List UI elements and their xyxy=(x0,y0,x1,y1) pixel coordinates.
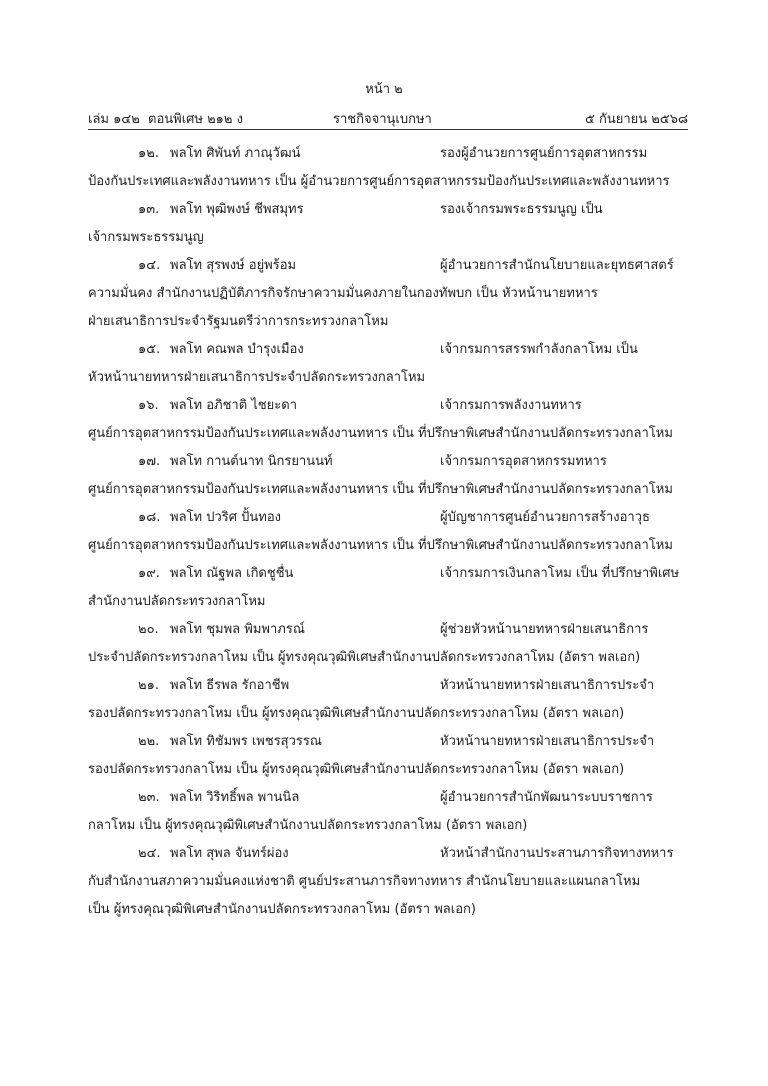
position-continuation: เจ้ากรมพระธรรมนูญ xyxy=(88,230,204,245)
officer-name: พลโท สุพล จันทร์ผ่อง xyxy=(170,846,289,861)
position-text: รองผู้อำนวยการศูนย์การอุตสาหกรรม xyxy=(440,146,648,161)
position-continuation: ความมั่นคง สำนักงานปฏิบัติภารกิจรักษาความมั่นคงภายในกองทัพบก เป็น หัวหน้านายทหาร xyxy=(88,286,598,301)
appointment-entry xyxy=(88,616,688,672)
position-continuation: หัวหน้านายทหารฝ่ายเสนาธิการประจำปลัดกระทรวงกลาโหม xyxy=(88,370,426,385)
entry-first-line xyxy=(88,336,688,364)
entry-number: ๑๕. xyxy=(138,342,161,357)
officer-name: พลโท สุรพงษ์ อยู่พร้อม xyxy=(170,258,297,273)
entry-first-line xyxy=(88,392,688,420)
position-continuation: ศูนย์การอุตสาหกรรมป้องกันประเทศและพลังงานทหาร เป็น ที่ปรึกษาพิเศษสำนักงานปลัดกระทรวงกลาโหม xyxy=(88,426,673,441)
entry-first-line xyxy=(88,560,688,588)
entry-first-line xyxy=(88,616,688,644)
entry-first-line xyxy=(88,252,688,280)
entry-number: ๒๒. xyxy=(138,734,160,749)
entry-number: ๒๑. xyxy=(138,678,159,693)
entry-number: ๒๐. xyxy=(138,622,159,637)
header-rule xyxy=(88,129,688,130)
position-text: ผู้ช่วยหัวหน้านายทหารฝ่ายเสนาธิการ xyxy=(440,622,649,637)
entry-first-line xyxy=(88,784,688,812)
entry-number: ๑๓. xyxy=(138,202,160,217)
appointment-entry xyxy=(88,784,688,840)
officer-name: พลโท วิริทธิ์พล พานนิล xyxy=(170,790,300,805)
position-continuation: รองปลัดกระทรวงกลาโหม เป็น ผู้ทรงคุณวุฒิพิเศษสำนักงานปลัดกระทรวงกลาโหม (อัตรา พลเอก) xyxy=(88,706,625,721)
appointment-entry xyxy=(88,252,688,336)
entry-first-line xyxy=(88,140,688,168)
gazette-title: ราชกิจจานุเบกษา xyxy=(333,112,432,127)
position-continuation: รองปลัดกระทรวงกลาโหม เป็น ผู้ทรงคุณวุฒิพิเศษสำนักงานปลัดกระทรวงกลาโหม (อัตรา พลเอก) xyxy=(88,762,625,777)
page-number: หน้า ๒ xyxy=(365,82,403,97)
appointment-entry xyxy=(88,504,688,560)
entry-first-line xyxy=(88,448,688,476)
position-text: ผู้อำนวยการสำนักนโยบายและยุทธศาสตร์ xyxy=(440,258,674,273)
volume-number: เล่ม ๑๔๒ xyxy=(88,112,140,127)
position-continuation: ศูนย์การอุตสาหกรรมป้องกันประเทศและพลังงานทหาร เป็น ที่ปรึกษาพิเศษสำนักงานปลัดกระทรวงกลาโหม xyxy=(88,482,673,497)
appointment-entry xyxy=(88,728,688,784)
appointment-entry xyxy=(88,672,688,728)
appointment-entry xyxy=(88,196,688,252)
appointment-list xyxy=(88,140,688,924)
entry-number: ๑๗. xyxy=(138,454,161,469)
entry-number: ๑๔. xyxy=(138,258,161,273)
officer-name: พลโท อภิชาติ ไชยะดา xyxy=(170,398,297,413)
entry-number: ๑๙. xyxy=(138,566,160,581)
position-text: หัวหน้านายทหารฝ่ายเสนาธิการประจำ xyxy=(440,678,655,693)
appointment-entry xyxy=(88,336,688,392)
gazette-header xyxy=(88,108,688,128)
position-text: เจ้ากรมการเงินกลาโหม เป็น ที่ปรึกษาพิเศษ xyxy=(440,566,680,581)
appointment-entry xyxy=(88,448,688,504)
section-number: ตอนพิเศษ ๒๑๒ ง xyxy=(148,112,243,127)
position-continuation: สำนักงานปลัดกระทรวงกลาโหม xyxy=(88,594,266,609)
position-continuation: ป้องกันประเทศและพลังงานทหาร เป็น ผู้อำนวยการศูนย์การอุตสาหกรรมป้องกันประเทศและพลังงานทหาร xyxy=(88,174,670,189)
position-continuation: กลาโหม เป็น ผู้ทรงคุณวุฒิพิเศษสำนักงานปลัดกระทรวงกลาโหม (อัตรา พลเอก) xyxy=(88,818,528,833)
officer-name: พลโท ศิพันท์ ภาณุวัฒน์ xyxy=(170,146,301,161)
position-text: รองเจ้ากรมพระธรรมนูญ เป็น xyxy=(440,202,603,217)
position-text: ผู้บัญชาการศูนย์อำนวยการสร้างอาวุธ xyxy=(440,510,650,525)
entry-number: ๑๒. xyxy=(138,146,159,161)
appointment-entry xyxy=(88,560,688,616)
entry-number: ๒๓. xyxy=(138,790,160,805)
entry-number: ๒๔. xyxy=(138,846,161,861)
position-continuation: ประจำปลัดกระทรวงกลาโหม เป็น ผู้ทรงคุณวุฒิพิเศษสำนักงานปลัดกระทรวงกลาโหม (อัตรา พลเอก) xyxy=(88,650,641,665)
entry-number: ๑๘. xyxy=(138,510,161,525)
position-continuation: ศูนย์การอุตสาหกรรมป้องกันประเทศและพลังงานทหาร เป็น ที่ปรึกษาพิเศษสำนักงานปลัดกระทรวงกลาโหม xyxy=(88,538,673,553)
entry-first-line xyxy=(88,728,688,756)
position-text: เจ้ากรมการอุตสาหกรรมทหาร xyxy=(440,454,607,469)
position-continuation: เป็น ผู้ทรงคุณวุฒิพิเศษสำนักงานปลัดกระทรวงกลาโหม (อัตรา พลเอก) xyxy=(88,902,476,917)
entry-number: ๑๖. xyxy=(138,398,159,413)
position-text: ผู้อำนวยการสำนักพัฒนาระบบราชการ xyxy=(440,790,653,805)
entry-first-line xyxy=(88,672,688,700)
position-continuation: กับสำนักงานสภาความมั่นคงแห่งชาติ ศูนย์ประสานภารกิจทางทหาร สำนักนโยบายและแผนกลาโหม xyxy=(88,874,641,889)
officer-name: พลโท กานต์นาท นิกรยานนท์ xyxy=(170,454,333,469)
appointment-entry xyxy=(88,840,688,924)
officer-name: พลโท คณพล บำรุงเมือง xyxy=(170,342,304,357)
officer-name: พลโท ปวริศ ปั้นทอง xyxy=(170,510,282,525)
officer-name: พลโท ชุมพล พิมพาภรณ์ xyxy=(170,622,305,637)
entry-first-line xyxy=(88,840,688,868)
entry-first-line xyxy=(88,196,688,224)
position-continuation: ฝ่ายเสนาธิการประจำรัฐมนตรีว่าการกระทรวงกลาโหม xyxy=(88,314,389,329)
officer-name: พลโท ทิชัมพร เพชรสุวรรณ xyxy=(170,734,322,749)
officer-name: พลโท ณัฐพล เกิดชูชื่น xyxy=(170,566,294,581)
entry-first-line xyxy=(88,504,688,532)
appointment-entry xyxy=(88,392,688,448)
position-text: เจ้ากรมการพลังงานทหาร xyxy=(440,398,582,413)
publication-date: ๕ กันยายน ๒๕๖๘ xyxy=(585,112,688,127)
appointment-entry xyxy=(88,140,688,196)
position-text: หัวหน้าสำนักงานประสานภารกิจทางทหาร xyxy=(440,846,674,861)
officer-name: พลโท ธีรพล รักอาชีพ xyxy=(170,678,290,693)
position-text: หัวหน้านายทหารฝ่ายเสนาธิการประจำ xyxy=(440,734,655,749)
officer-name: พลโท พุฒิพงษ์ ชีพสมุทร xyxy=(170,202,304,217)
position-text: เจ้ากรมการสรรพกำลังกลาโหม เป็น xyxy=(440,342,638,357)
